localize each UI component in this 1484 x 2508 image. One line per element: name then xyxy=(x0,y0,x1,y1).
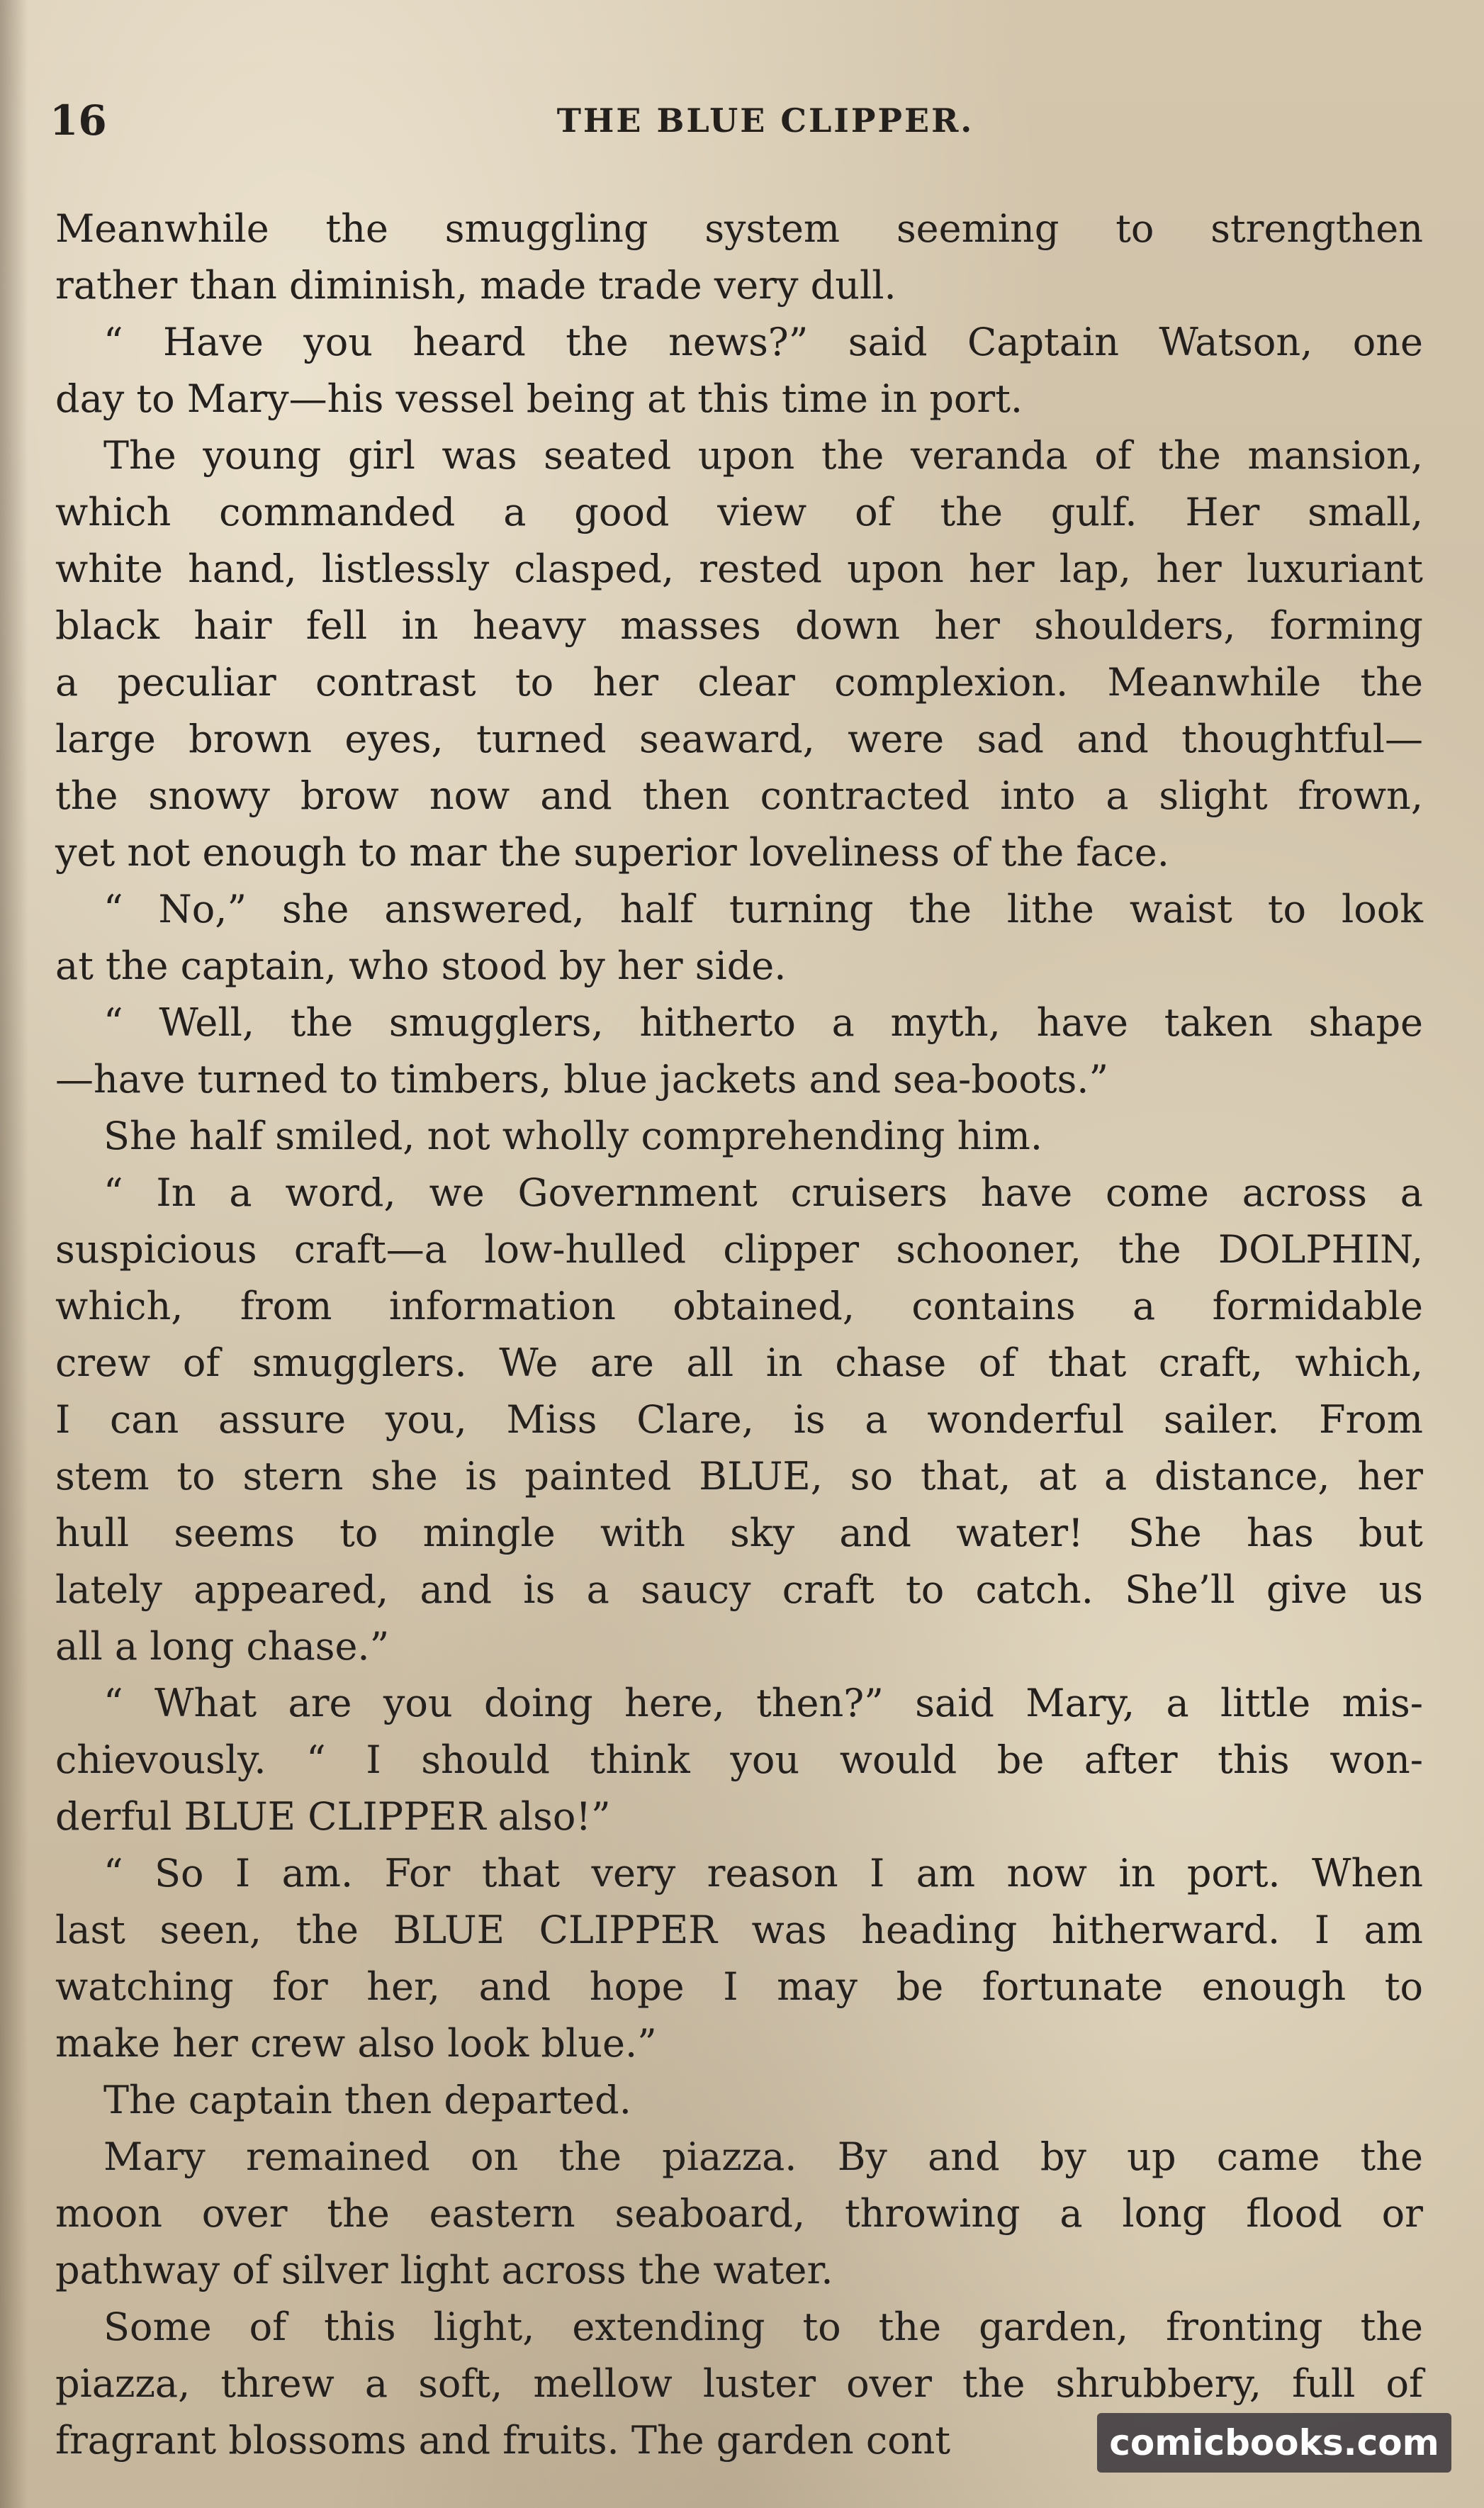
text-line: day to Mary—his vessel being at this time in port. xyxy=(55,376,1023,421)
text-line: a peculiar contrast to her clear complexion. Meanwhile the xyxy=(55,660,1423,705)
text-line: She half smiled, not wholly comprehending him. xyxy=(103,1114,1043,1158)
page-number: 16 xyxy=(50,96,107,145)
text-line: —have turned to timbers, blue jackets and sea-boots.” xyxy=(55,1057,1109,1102)
text-line: “ In a word, we Government cruisers have come across a xyxy=(103,1170,1423,1215)
text-line: The captain then departed. xyxy=(103,2078,631,2122)
text-line: Mary remained on the piazza. By and by up came the xyxy=(103,2134,1423,2179)
text-line: which commanded a good view of the gulf. Her small, xyxy=(55,490,1423,534)
text-line: I can assure you, Miss Clare, is a wonderful sailer. From xyxy=(55,1397,1423,1442)
watermark-label: comicbooks.com xyxy=(1097,2413,1451,2473)
text-line: hull seems to mingle with sky and water! She has but xyxy=(55,1511,1423,1555)
text-line: which, from information obtained, contains a formidable xyxy=(55,1284,1423,1328)
page-header xyxy=(50,92,1439,149)
text-line: at the captain, who stood by her side. xyxy=(55,944,787,988)
text-line: large brown eyes, turned seaward, were sad and thoughtful— xyxy=(55,717,1423,761)
text-line: stem to stern she is painted BLUE, so that, at a distance, her xyxy=(55,1454,1423,1499)
text-line: white hand, listlessly clasped, rested upon her lap, her luxuriant xyxy=(55,547,1423,591)
page-gutter-shadow xyxy=(0,0,28,2508)
text-line: “ So I am. For that very reason I am now in port. When xyxy=(103,1851,1423,1896)
text-line: make her crew also look blue.” xyxy=(55,2021,657,2066)
text-line: “ What are you doing here, then?” said Mary, a little mis- xyxy=(103,1681,1423,1725)
text-line: Some of this light, extending to the garden, fronting the xyxy=(103,2305,1423,2349)
text-line: Meanwhile the smuggling system seeming to strengthen xyxy=(55,206,1423,251)
text-line: derful BLUE CLIPPER also!” xyxy=(55,1794,611,1839)
text-line: “ No,” she answered, half turning the lithe waist to look xyxy=(103,887,1423,931)
text-line: “ Well, the smugglers, hitherto a myth, have taken shape xyxy=(103,1000,1423,1045)
text-line: pathway of silver light across the water. xyxy=(55,2248,833,2293)
text-line: lately appeared, and is a saucy craft to catch. She’ll give us xyxy=(55,1567,1423,1612)
text-line: suspicious craft—a low-hulled clipper schooner, the DOLPHIN, xyxy=(55,1227,1423,1272)
text-line: “ Have you heard the news?” said Captain Watson, one xyxy=(103,320,1423,364)
text-line: yet not enough to mar the superior loveliness of the face. xyxy=(55,830,1169,875)
text-line: piazza, threw a soft, mellow luster over the shrubbery, full of xyxy=(55,2361,1423,2406)
text-line: the snowy brow now and then contracted into a slight frown, xyxy=(55,773,1423,818)
text-line: watching for her, and hope I may be fortunate enough to xyxy=(55,1964,1423,2009)
text-line: all a long chase.” xyxy=(55,1624,390,1669)
text-line: last seen, the BLUE CLIPPER was heading hitherward. I am xyxy=(55,1908,1423,1952)
text-line: crew of smugglers. We are all in chase of that craft, which, xyxy=(55,1340,1423,1385)
text-line: chievously. “ I should think you would be after this won- xyxy=(55,1737,1423,1782)
text-line: fragrant blossoms and fruits. The garden cont xyxy=(55,2418,951,2463)
text-line: moon over the eastern seaboard, throwing a long flood or xyxy=(55,2191,1423,2236)
text-line: black hair fell in heavy masses down her shoulders, forming xyxy=(55,603,1423,648)
text-line: The young girl was seated upon the veranda of the mansion, xyxy=(103,433,1423,478)
body-text xyxy=(55,201,1423,2469)
text-line: rather than diminish, made trade very dull. xyxy=(55,263,896,308)
running-title: THE BLUE CLIPPER. xyxy=(556,101,974,140)
